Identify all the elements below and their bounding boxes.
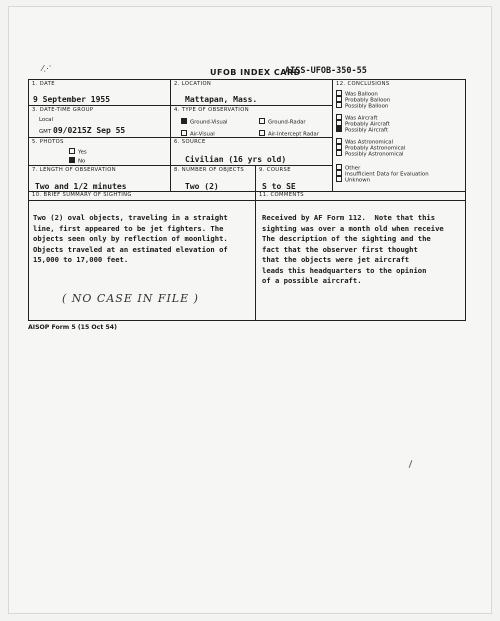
date-cell xyxy=(29,80,171,106)
length-label: 7. LENGTH OF OBSERVATION xyxy=(32,167,116,173)
objects-cell xyxy=(171,166,256,192)
card-title: UFOB INDEX CARD xyxy=(210,68,301,77)
comments-header xyxy=(256,192,465,201)
gmt-value: 09/0215Z Sep 55 xyxy=(53,126,126,135)
checkbox-icon xyxy=(259,130,265,136)
objects-value: Two (2) xyxy=(185,182,219,191)
checkbox-checked-icon xyxy=(181,118,187,124)
handwritten-note: ( NO CASE IN FILE ) xyxy=(62,292,199,305)
photos-yes: Yes xyxy=(69,148,87,156)
course-value: S to SE xyxy=(262,182,296,191)
length-cell xyxy=(29,166,171,192)
objects-label: 8. NUMBER OF OBJECTS xyxy=(174,167,245,173)
conclusion-probably-astronomical: Probably Astronomical xyxy=(336,144,405,152)
conclusion-was-aircraft: Was Aircraft xyxy=(336,114,378,122)
conclusion-was-astronomical: Was Astronomical xyxy=(336,138,393,146)
comments-label: 11. COMMENTS xyxy=(259,192,304,198)
conclusion-insufficient-data: Insufficient Data for Evaluation xyxy=(336,170,429,178)
type-air-visual: Air-Visual xyxy=(181,130,215,138)
type-ground-visual: Ground-Visual xyxy=(181,118,228,126)
checkbox-checked-icon xyxy=(336,126,342,132)
conclusion-possibly-balloon: Possibly Balloon xyxy=(336,102,388,110)
source-value: Civilian (16 yrs old) xyxy=(185,155,287,164)
comments-text: Received by AF Form 112. Note that this sighting was over a month old when receive The description of the sighting and the fact that the observer first thought that the objects were jet aircraft leads this headquarters to the opinion of a possible aircraft. xyxy=(262,213,444,285)
conclusion-was-balloon: Was Balloon xyxy=(336,90,378,98)
location-cell xyxy=(171,80,333,106)
conclusion-possibly-astronomical: Possibly Astronomical xyxy=(336,150,404,158)
checkbox-icon xyxy=(259,118,265,124)
conclusion-other: Other xyxy=(336,164,360,172)
summary-label: 10. BRIEF SUMMARY OF SIGHTING xyxy=(32,192,132,198)
index-card-grid xyxy=(28,79,466,321)
comments-body xyxy=(256,201,465,320)
checkbox-icon xyxy=(69,148,75,154)
gmt-label: GMT xyxy=(39,129,52,135)
checkbox-icon xyxy=(336,150,342,156)
type-air-intercept-radar: Air-Intercept Radar xyxy=(259,130,319,138)
location-value: Mattapan, Mass. xyxy=(185,95,258,104)
course-label: 9. COURSE xyxy=(259,167,291,173)
photos-cell xyxy=(29,138,171,166)
datetime-label: 3. DATE-TIME GROUP xyxy=(32,107,94,113)
conclusions-label: 12. CONCLUSIONS xyxy=(336,81,390,87)
conclusions-cell xyxy=(333,80,465,192)
conclusion-unknown: Unknown xyxy=(336,176,370,184)
checkbox-icon xyxy=(336,102,342,108)
conclusion-possibly-aircraft: Possibly Aircraft xyxy=(336,126,388,134)
local-label: Local xyxy=(39,117,53,123)
date-label: 1. DATE xyxy=(32,81,55,87)
form-number: AISOP Form 5 (15 Oct 54) xyxy=(28,324,117,331)
summary-header xyxy=(29,192,256,201)
type-label: 4. TYPE OF OBSERVATION xyxy=(174,107,249,113)
conclusion-probably-aircraft: Probably Aircraft xyxy=(336,120,390,128)
date-value: 9 September 1955 xyxy=(33,95,111,104)
source-cell xyxy=(171,138,333,166)
source-label: 6. SOURCE xyxy=(174,139,206,145)
length-value: Two and 1/2 minutes xyxy=(35,182,127,191)
checkbox-checked-icon xyxy=(69,157,75,163)
type-ground-radar: Ground-Radar xyxy=(259,118,306,126)
corner-scribble: ⁄⋰ xyxy=(42,64,52,73)
conclusion-probably-balloon: Probably Balloon xyxy=(336,96,390,104)
type-cell xyxy=(171,106,333,138)
photos-label: 5. PHOTOS xyxy=(32,139,64,145)
checkbox-icon xyxy=(181,130,187,136)
location-label: 2. LOCATION xyxy=(174,81,212,87)
checkbox-icon xyxy=(336,176,342,182)
card-id: AISS-UFOB-350-55 xyxy=(285,66,367,76)
course-cell xyxy=(256,166,333,192)
summary-text: Two (2) oval objects, traveling in a straight line, first appeared to be jet fighters. The objects seen only by reflection of moonlight. Objects traveled at an estimated elevation of 15,000 to 17,000 feet. xyxy=(33,213,228,264)
photos-no: No xyxy=(69,157,85,165)
datetime-cell xyxy=(29,106,171,138)
